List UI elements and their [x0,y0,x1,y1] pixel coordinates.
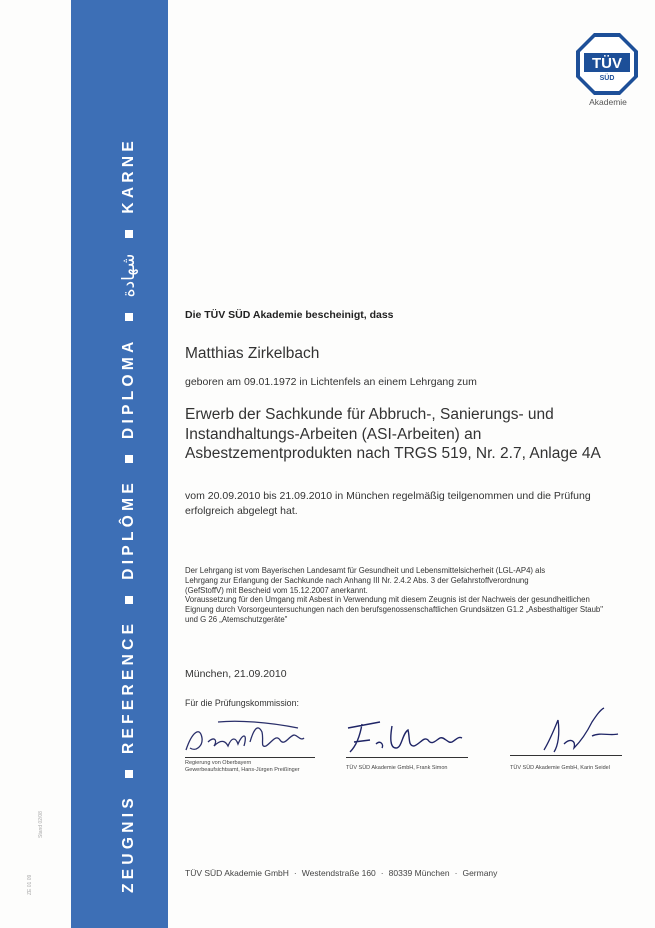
signature-caption-line: TÜV SÜD Akademie GmbH, Frank Simon [346,765,448,771]
footer-separator: · [380,868,384,878]
attendance-statement [185,489,591,519]
tuev-sued-logo-icon [575,32,639,96]
footer-address [185,868,497,878]
signature-2-icon [340,714,470,760]
band-separator [125,230,133,238]
band-word-diplome: DIPLÔME [120,478,137,580]
logo-mark: TÜV [592,55,622,72]
signature-caption-line: Gewerbeaufsichtsamt, Hans-Jürgen Preißinger [185,766,300,773]
accreditation-line: (GefStoffV) mit Bescheid vom 15.12.2007 anerkannt. [185,585,368,595]
accreditation-line: und G 26 „Atemschutzgeräte" [185,614,288,624]
signature-line-2 [346,757,468,758]
signature-caption-2 [346,765,447,772]
footer-street: Westendstraße 160 [301,868,376,878]
band-word-zeugnis: ZEUGNIS [120,794,137,893]
accreditation-line: Voraussetzung für den Umgang mit Asbest in Verwendung mit diesem Zeugnis ist der Nachweis der gesundheitlichen [185,595,590,605]
course-title-line: Instandhaltungs-Arbeiten (ASI-Arbeiten) an [185,425,482,443]
signature-caption-3 [510,765,610,772]
course-title-line: Asbestzementprodukten nach TRGS 519, Nr. 2.7, Anlage 4A [185,445,601,462]
attendance-line: erfolgreich abgelegt hat. [185,505,298,517]
footer-city: 80339 München [388,868,450,878]
signature-line-3 [510,755,622,756]
course-title [185,405,601,464]
course-title-line: Erwerb der Sachkunde für Abbruch-, Sanierungs- und [185,406,554,423]
commission-label: Für die Prüfungskommission: [185,698,299,708]
footer-country: Germany [462,868,498,878]
margin-note-form-version: Stand 02/08 [38,811,44,838]
footer-separator: · [293,868,297,878]
signature-line-1 [185,757,315,758]
band-word-arabic: شهادة [119,253,139,298]
recipient-name: Matthias Zirkelbach [185,345,320,362]
signature-caption-line: TÜV SÜD Akademie GmbH, Karin Seidel [510,765,610,771]
logo-caption: Akademie [589,97,627,107]
attendance-line: vom 20.09.2010 bis 21.09.2010 in München regelmäßig teilgenommen und die Prüfung [185,490,591,502]
signature-3-icon [530,700,630,760]
footer-company: TÜV SÜD Akademie GmbH [185,868,289,878]
signature-caption-line: Regierung von Oberbayern [185,760,252,766]
band-separator [125,770,133,778]
place-and-date: München, 21.09.2010 [185,668,287,680]
logo-sub: SÜD [599,75,615,82]
birth-statement: geboren am 09.01.1972 in Lichtenfels an einem Lehrgang zum [185,376,477,388]
certificate-intro: Die TÜV SÜD Akademie bescheinigt, dass [185,309,394,321]
margin-note-form-id: ZE 01 09 [27,874,33,895]
band-word-diploma: DIPLOMA [120,337,137,439]
signature-caption-1 [185,760,300,773]
band-word-karne: KARNE [120,137,137,214]
band-separator [125,596,133,604]
signature-1-icon [178,712,318,762]
footer-separator: · [454,868,458,878]
band-separator [125,313,133,321]
accreditation-line: Der Lehrgang ist vom Bayerischen Landesamt für Gesundheit und Lebensmittelsicherheit (LGL-AP4) als [185,566,546,575]
band-separator [125,455,133,463]
accreditation-line: Eignung durch Vorsorgeuntersuchungen nach den berufsgenossenschaftlichen Grundsätzen G1.2 „Asbesthaltiger Staub" [185,605,604,615]
side-band-words [119,137,139,893]
accreditation-note [185,566,603,625]
band-word-reference: REFERENCE [120,619,137,754]
accreditation-line: Lehrgang zur Erlangung der Sachkunde nach Anhang III Nr. 2.4.2 Abs. 3 der Gefahrstoffverordnung [185,575,529,585]
